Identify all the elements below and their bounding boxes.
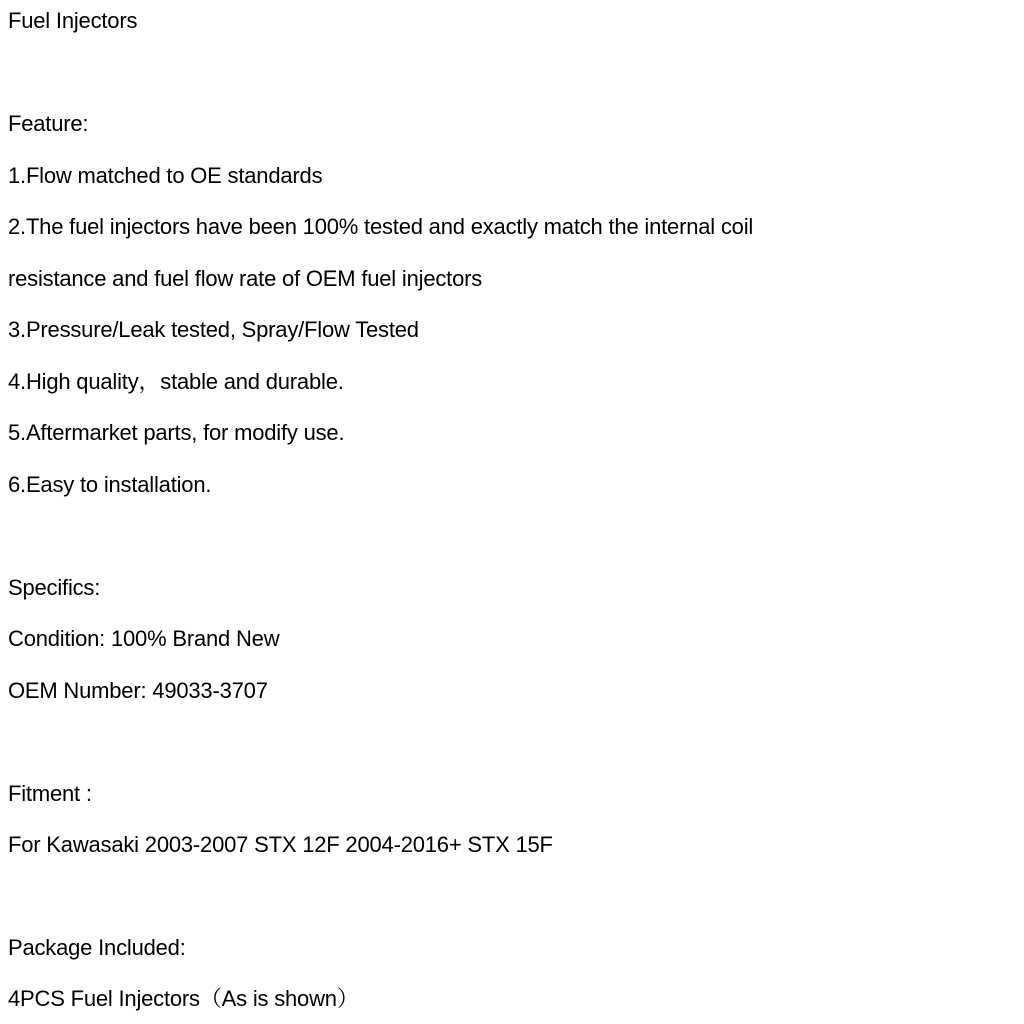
oem-number-text: OEM Number: 49033-3707 [8,678,268,703]
feature-item-3: 3.Pressure/Leak tested, Spray/Flow Tested [8,317,419,342]
feature-heading: Feature: [8,111,89,136]
feature-item-4: 4.High quality，stable and durable. [8,369,344,394]
fitment-heading: Fitment : [8,781,92,806]
feature-item-5: 5.Aftermarket parts, for modify use. [8,420,345,445]
condition-text: Condition: 100% Brand New [8,626,280,651]
fitment-text: For Kawasaki 2003-2007 STX 12F 2004-2016+ STX 15F [8,832,553,857]
page-title: Fuel Injectors [8,8,138,33]
package-text: 4PCS Fuel Injectors（As is shown） [8,986,359,1011]
feature-item-6: 6.Easy to installation. [8,472,212,497]
feature-item-2: 2.The fuel injectors have been 100% tested and exactly match the internal coil [8,214,754,239]
feature-item-1: 1.Flow matched to OE standards [8,163,323,188]
feature-item-2-continued: resistance and fuel flow rate of OEM fuel injectors [8,266,483,291]
specifics-heading: Specifics: [8,575,101,600]
package-heading: Package Included: [8,935,186,960]
